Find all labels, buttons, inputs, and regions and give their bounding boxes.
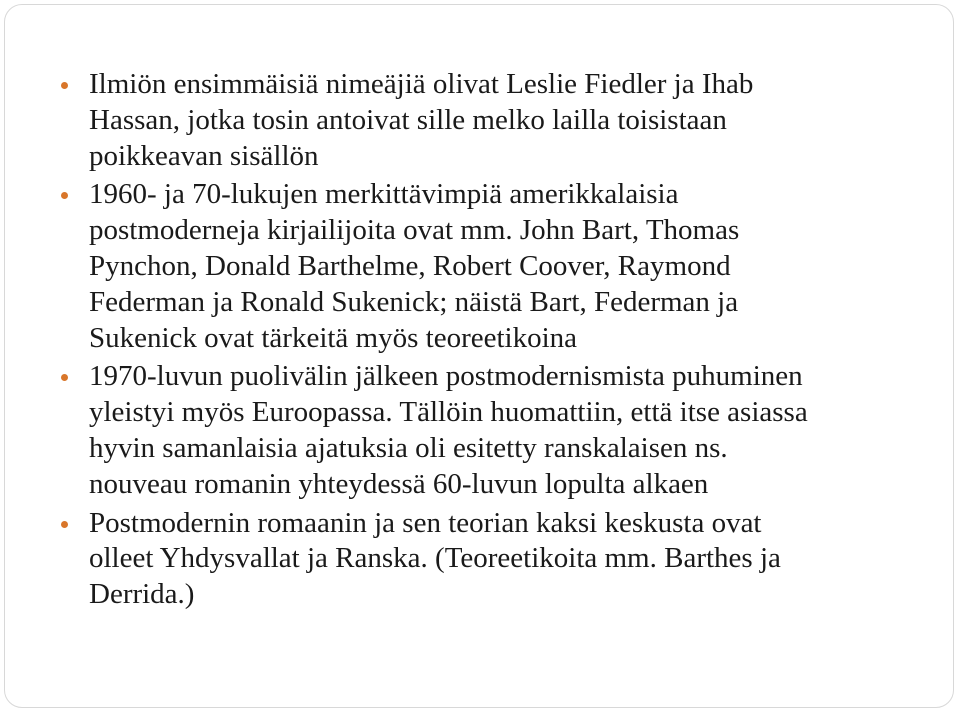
bullet-line: Postmodernin romaanin ja sen teorian kaksi keskusta ovat: [89, 506, 762, 539]
bullet-list: [61, 67, 891, 616]
bullet-line: 1960- ja 70-lukujen merkittävimpiä amerikkalaisia: [89, 178, 679, 211]
bullet-dot-icon: [61, 82, 68, 89]
bullet-line: Ilmiön ensimmäisiä nimeäjiä olivat Leslie Fiedler ja Ihab: [89, 68, 754, 100]
bullet-line: poikkeavan sisällön: [89, 139, 319, 172]
bullet-line: postmoderneja kirjailijoita ovat mm. John Bart, Thomas: [89, 214, 740, 247]
bullet-item-2: [61, 177, 891, 356]
bullet-line: Hassan, jotka tosin antoivat sille melko lailla toisistaan: [89, 103, 727, 136]
bullet-dot-icon: [61, 192, 68, 199]
bullet-line: nouveau romanin yhteydessä 60-luvun lopulta alkaen: [89, 467, 709, 500]
bullet-line: yleistyi myös Euroopassa. Tällöin huomattiin, että itse asiassa: [89, 396, 808, 429]
slide: [4, 4, 954, 708]
bullet-item-4: [61, 506, 891, 613]
bullet-dot-icon: [61, 521, 68, 528]
bullet-line: Federman ja Ronald Sukenick; näistä Bart, Federman ja: [89, 285, 739, 318]
bullet-line: Pynchon, Donald Barthelme, Robert Coover, Raymond: [89, 249, 731, 282]
bullet-item-3: [61, 359, 891, 502]
bullet-line: hyvin samanlaisia ajatuksia oli esitetty ranskalaisen ns.: [89, 431, 728, 464]
bullet-dot-icon: [61, 374, 68, 381]
bullet-line: Derrida.): [89, 578, 195, 611]
bullet-line: 1970-luvun puolivälin jälkeen postmodernismista puhuminen: [89, 360, 803, 393]
bullet-line: Sukenick ovat tärkeitä myös teoreetikoina: [89, 321, 578, 354]
bullet-line: olleet Yhdysvallat ja Ranska. (Teoreetikoita mm. Barthes ja: [89, 542, 781, 575]
bullet-item-1: [61, 67, 891, 174]
